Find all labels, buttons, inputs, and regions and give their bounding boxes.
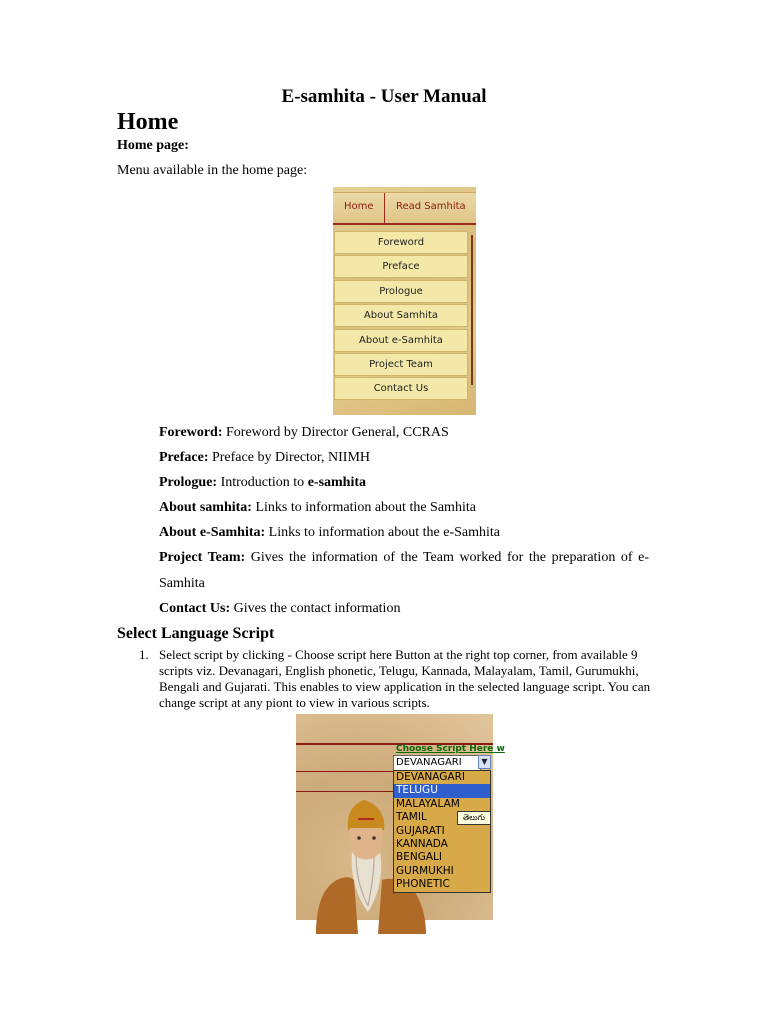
section-heading-language: Select Language Script xyxy=(117,625,275,642)
menu-item-about-samhita[interactable]: About Samhita xyxy=(334,304,468,327)
tab-divider xyxy=(384,193,385,223)
option-tamil[interactable]: TAMIL xyxy=(396,811,427,824)
desc-about-e-samhita xyxy=(159,525,500,541)
menu-item-prologue[interactable]: Prologue xyxy=(334,280,468,303)
desc-term: Foreword: xyxy=(159,425,223,440)
option-gurmukhi[interactable]: GURMUKHI xyxy=(396,864,454,877)
chevron-down-icon[interactable]: ▼ xyxy=(478,755,491,769)
option-phonetic[interactable]: PHONETIC xyxy=(396,878,450,891)
option-kannada[interactable]: KANNADA xyxy=(396,837,448,850)
desc-term: About e-Samhita: xyxy=(159,525,266,540)
menu-item-contact-us[interactable]: Contact Us xyxy=(334,377,468,400)
desc-text: Links to information about the Samhita xyxy=(251,500,476,515)
desc-term: Preface: xyxy=(159,450,209,465)
choose-script-label-text: Choose Script Here xyxy=(396,744,494,754)
choose-script-label-cut: w xyxy=(496,744,505,754)
option-telugu[interactable]: TELUGU xyxy=(394,784,490,797)
desc-preface xyxy=(159,450,370,466)
desc-contact-us xyxy=(159,601,400,617)
menu-tab-bar xyxy=(333,192,476,225)
desc-term: About samhita: xyxy=(159,500,252,515)
choose-script-label[interactable] xyxy=(396,744,505,754)
menu-intro-text: Menu available in the home page: xyxy=(117,163,308,178)
desc-project-team xyxy=(159,545,649,597)
desc-about-samhita xyxy=(159,500,476,516)
option-gujarati[interactable]: GUJARATI xyxy=(396,824,445,837)
home-menu-screenshot xyxy=(333,187,476,415)
menu-item-foreword[interactable]: Foreword xyxy=(334,231,468,254)
desc-term: Contact Us: xyxy=(159,601,231,616)
desc-foreword xyxy=(159,425,449,441)
tab-home[interactable]: Home xyxy=(344,201,374,212)
script-chooser-screenshot xyxy=(296,714,505,920)
document-title: E-samhita - User Manual xyxy=(281,86,487,107)
desc-prologue xyxy=(159,475,366,491)
telugu-tooltip: తెలుగు xyxy=(457,811,491,825)
desc-text: Gives the information of the Team worked for the preparation of e-Samhita xyxy=(159,550,650,591)
desc-text: Gives the contact information xyxy=(230,601,401,616)
tab-read-samhita[interactable]: Read Samhita xyxy=(396,201,466,212)
menu-list xyxy=(334,231,468,402)
desc-text: Foreword by Director General, CCRAS xyxy=(222,425,449,440)
desc-bold-tail: e-samhita xyxy=(307,475,367,490)
desc-text: Introduction to xyxy=(217,475,308,490)
divider-line xyxy=(296,791,396,792)
list-number: 1. xyxy=(139,647,149,662)
desc-text: Preface by Director, NIIMH xyxy=(208,450,371,465)
script-select[interactable]: DEVANAGARI xyxy=(393,755,481,771)
menu-side-rail xyxy=(471,235,473,385)
menu-item-preface[interactable]: Preface xyxy=(334,255,468,278)
desc-term: Prologue: xyxy=(159,475,218,490)
list-item-text: Select script by clicking - Choose script here Button at the right top corner, from available 9 scripts viz. Devanagari, English phonetic, Telugu, Kannada, Malayalam, Tamil, Gurumukhi, Bengali and Gujarati. This enables to view application in the selected language script. You can change script at any piont to view in various scripts. xyxy=(159,647,651,710)
menu-item-about-e-samhita[interactable]: About e-Samhita xyxy=(334,329,468,352)
menu-item-project-team[interactable]: Project Team xyxy=(334,353,468,376)
divider-line xyxy=(296,771,396,772)
script-dropdown-list xyxy=(393,770,491,893)
desc-term: Project Team: xyxy=(159,550,246,565)
subheading-home-page: Home page: xyxy=(117,138,189,153)
section-heading-home: Home xyxy=(117,109,179,135)
option-malayalam[interactable]: MALAYALAM xyxy=(396,797,460,810)
option-bengali[interactable]: BENGALI xyxy=(396,851,442,864)
desc-text: Links to information about the e-Samhita xyxy=(265,525,501,540)
option-devanagari[interactable]: DEVANAGARI xyxy=(396,771,465,783)
